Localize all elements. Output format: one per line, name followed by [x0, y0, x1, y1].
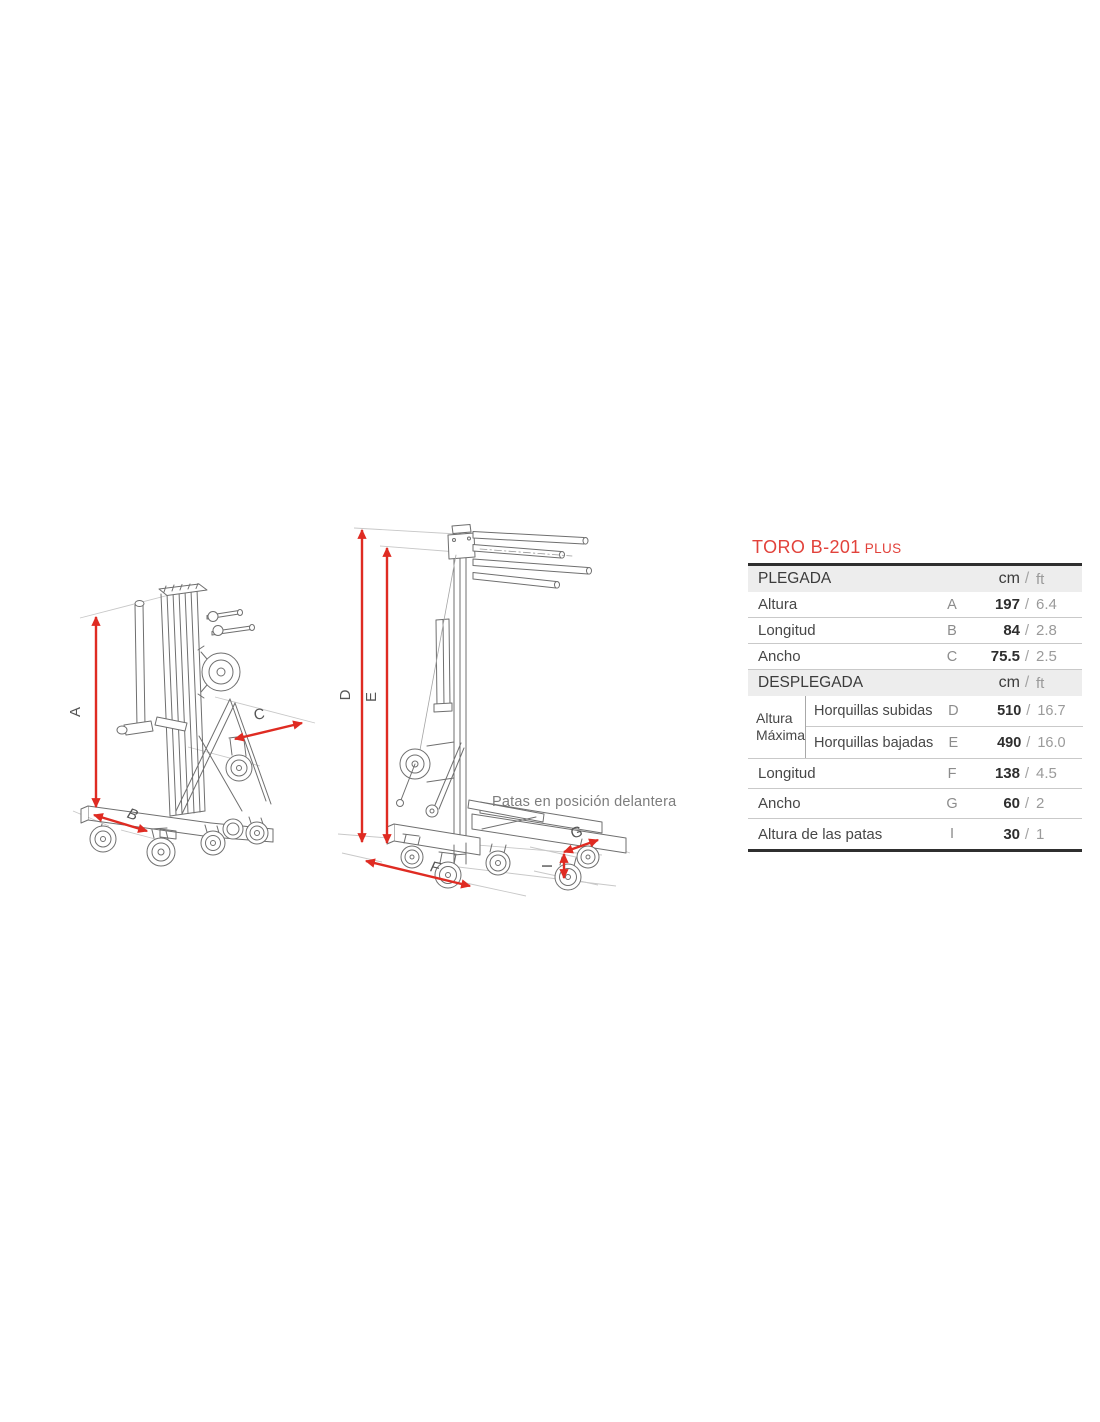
row-ft-value: 2	[1036, 795, 1045, 812]
row-separator: /	[1024, 765, 1030, 782]
row-letter: A	[947, 596, 957, 613]
row-letter: D	[948, 703, 959, 719]
section-title: PLEGADA	[758, 570, 832, 587]
row-cm-value: 84	[1003, 622, 1020, 639]
table-row-horquillas-bajadas	[806, 727, 1083, 758]
row-letter: F	[947, 765, 957, 782]
unit-ft: ft	[1036, 570, 1045, 588]
dim-label-g: G	[568, 822, 585, 843]
row-label: Longitud	[758, 765, 816, 782]
row-label: Ancho	[758, 648, 801, 665]
table-row-altura-plegada	[748, 592, 1082, 618]
table-row-longitud-plegada	[748, 618, 1082, 644]
dim-label-c: C	[252, 705, 266, 724]
row-separator: /	[1024, 622, 1030, 639]
row-separator: /	[1026, 734, 1031, 751]
row-ft-value: 16.0	[1037, 734, 1066, 751]
row-letter: G	[946, 795, 958, 812]
row-cm-value: 60	[1003, 795, 1020, 812]
row-cm-value: 197	[994, 596, 1020, 613]
unit-separator: /	[1024, 570, 1030, 587]
row-letter: I	[949, 826, 955, 842]
table-row-ancho-desplegada	[748, 789, 1082, 819]
dimensions-table	[748, 563, 1082, 852]
row-label: Longitud	[758, 622, 816, 639]
dim-label-e: E	[363, 691, 380, 703]
row-label: Horquillas subidas	[814, 703, 933, 719]
row-separator: /	[1024, 825, 1030, 843]
group-label-line2: Máxima	[756, 727, 806, 743]
folded-lift-diagram	[60, 580, 340, 870]
table-row-horquillas-subidas	[806, 696, 1083, 727]
row-letter: E	[948, 734, 959, 751]
row-letter: B	[947, 622, 957, 639]
group-label-line1: Altura	[756, 710, 793, 726]
row-ft-value: 6.4	[1036, 596, 1057, 613]
row-separator: /	[1026, 703, 1031, 719]
unit-ft: ft	[1036, 674, 1045, 692]
spec-table	[748, 537, 1082, 852]
row-cm-value: 75.5	[990, 648, 1020, 665]
section-header-plegada	[748, 566, 1082, 592]
product-title	[752, 537, 1082, 558]
legs-position-caption: Patas en posición delantera	[492, 794, 677, 810]
unit-cm: cm	[998, 674, 1020, 691]
extended-lift-drawing	[387, 525, 626, 891]
table-row-longitud-desplegada	[748, 759, 1082, 789]
section-header-desplegada	[748, 670, 1082, 696]
row-label: Ancho	[758, 795, 801, 812]
row-ft-value: 1	[1036, 825, 1045, 843]
section-title: DESPLEGADA	[758, 674, 864, 691]
group-label	[748, 696, 806, 758]
dim-label-b: B	[124, 805, 141, 825]
row-cm-value: 138	[994, 765, 1020, 782]
row-ft-value: 2.8	[1036, 622, 1057, 639]
row-cm-value: 510	[997, 703, 1022, 719]
extended-lift-diagram	[330, 505, 680, 905]
folded-lift-drawing	[81, 584, 273, 867]
row-separator: /	[1024, 596, 1030, 613]
table-row-ancho-plegada	[748, 644, 1082, 670]
unit-separator: /	[1024, 674, 1030, 691]
dim-label-i: I	[539, 863, 556, 869]
row-cm-value: 30	[1003, 825, 1020, 843]
group-rows	[806, 696, 1083, 758]
row-cm-value: 490	[997, 734, 1022, 751]
row-label: Altura de las patas	[758, 825, 883, 843]
row-ft-value: 4.5	[1036, 765, 1057, 782]
table-row-altura-patas	[748, 819, 1082, 849]
altura-maxima-group	[748, 696, 1082, 759]
dim-label-f: F	[428, 858, 442, 877]
row-letter: C	[946, 648, 958, 665]
row-label: Horquillas bajadas	[814, 734, 934, 751]
row-label: Altura	[758, 596, 798, 613]
dim-label-a: A	[67, 706, 84, 718]
dim-label-d: D	[337, 689, 354, 701]
product-name: TORO B-201	[752, 537, 861, 557]
row-ft-value: 2.5	[1036, 648, 1057, 665]
row-separator: /	[1024, 795, 1030, 812]
row-separator: /	[1024, 648, 1030, 665]
unit-cm: cm	[998, 570, 1020, 587]
product-variant: PLUS	[864, 541, 902, 556]
row-ft-value: 16.7	[1037, 703, 1066, 719]
